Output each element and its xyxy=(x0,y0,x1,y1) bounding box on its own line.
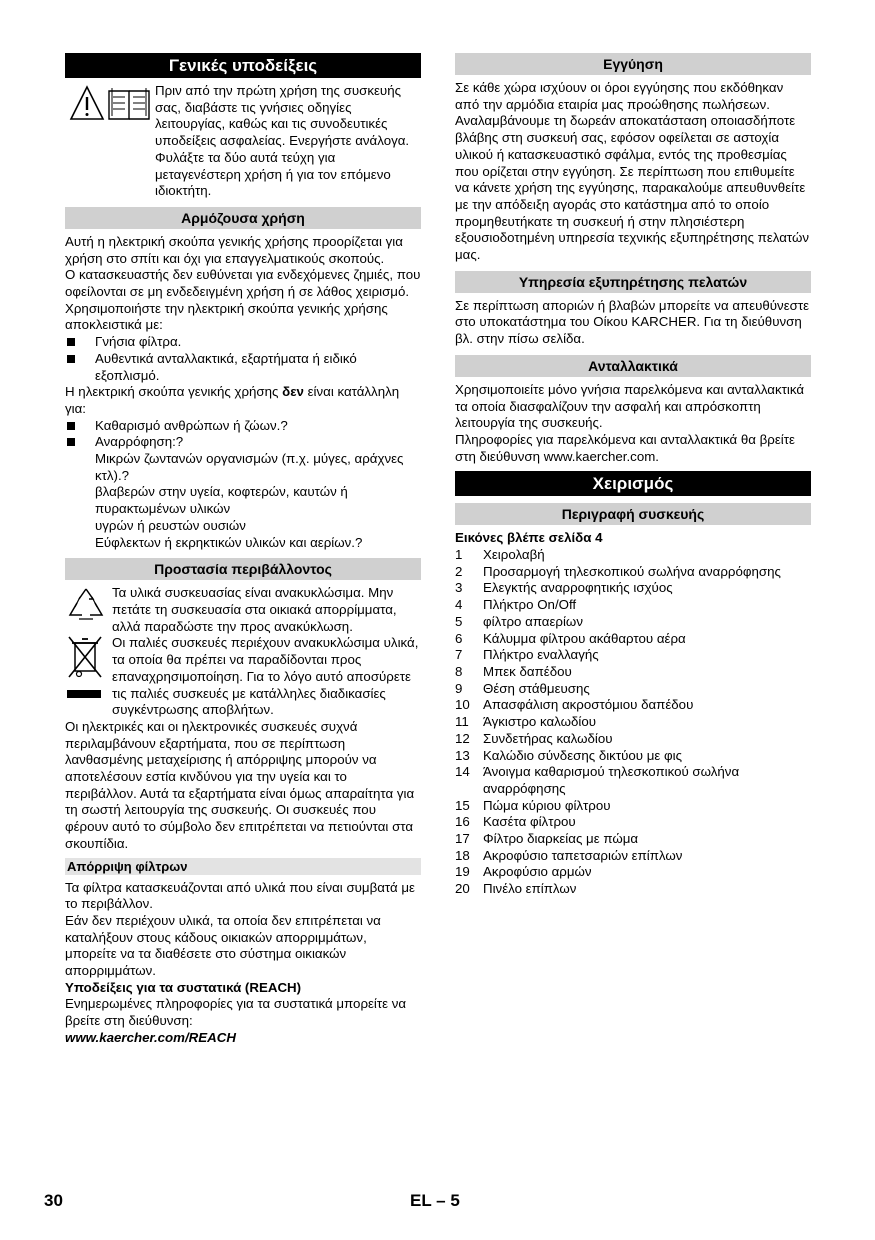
paragraph: Χρησιμοποιήστε την ηλεκτρική σκούπα γενικής χρήσης αποκλειστικά με: xyxy=(65,300,388,333)
parts-list-item xyxy=(455,597,811,614)
warning-manual-icon xyxy=(69,85,153,125)
weee-text: Οι παλιές συσκευές περιέχουν ανακυκλώσιμα υλικά, τα οποία θα πρέπει να παραδίδονται προς επαναχρησιμοποίηση. Για το λόγο αυτό αποσύρετε τις παλιές συσκευές με κατάλληλες διαδικασίες συγκέντρωσης αποβλήτων. xyxy=(112,635,419,718)
item-number: 3 xyxy=(455,580,463,596)
parts-list-item xyxy=(455,848,811,865)
right-column xyxy=(455,53,811,898)
section-title-warranty: Εγγύηση xyxy=(455,53,811,75)
list-item: Αυθεντικά ανταλλακτικά, εξαρτήματα ή ειδικό εξοπλισμό. xyxy=(65,351,421,384)
sub-item: υγρών ή ρευστών ουσιών xyxy=(95,517,246,533)
item-label: Άγκιστρο καλωδίου xyxy=(483,714,597,730)
paragraph: Ενημερωμένες πληροφορίες για τα συστατικά μπορείτε να βρείτε στη διεύθυνση: xyxy=(65,996,407,1029)
item-number: 8 xyxy=(455,663,463,679)
crossed-bin-icon xyxy=(65,635,107,701)
parts-list-item xyxy=(455,697,811,714)
reach-link[interactable]: www.kaercher.com/REACH xyxy=(65,1029,236,1045)
text-span: Η ηλεκτρική σκούπα γενικής χρήσης xyxy=(65,384,283,400)
recycling-note xyxy=(65,585,421,635)
parts-list-item xyxy=(455,814,811,831)
parts-list-item xyxy=(455,681,811,698)
item-label: Πλήκτρο εναλλαγής xyxy=(483,647,599,663)
section-title-spare-parts: Ανταλλακτικά xyxy=(455,355,811,377)
sub-item: Μικρών ζωντανών οργανισμών (π.χ. μύγες, αράχνες κτλ).? xyxy=(95,451,404,483)
section-title-service: Υπηρεσία εξυπηρέτησης πελατών xyxy=(455,271,811,293)
list-item: Καθαρισμό ανθρώπων ή ζώων.? xyxy=(65,418,421,435)
item-number: 1 xyxy=(455,547,463,563)
item-label: Θέση στάθμευσης xyxy=(483,680,590,696)
parts-list-item xyxy=(455,731,811,748)
parts-list-item xyxy=(455,547,811,564)
item-number: 18 xyxy=(455,847,470,863)
item-label: Κασέτα φίλτρου xyxy=(483,814,576,830)
parts-list-item xyxy=(455,647,811,664)
recycling-text: Τα υλικά συσκευασίας είναι ανακυκλώσιμα. Μην πετάτε τη συσκευασία στα οικιακά απορρίμματα, αλλά παραδώστε την προς ανακύκλωση. xyxy=(112,585,397,634)
emphasis: δεν xyxy=(282,384,304,400)
section-title-filter-disposal: Απόρριψη φίλτρων xyxy=(65,858,421,875)
item-number: 15 xyxy=(455,797,470,813)
parts-list-item xyxy=(455,714,811,731)
item-label: Απασφάλιση ακροστόμιου δαπέδου xyxy=(483,697,694,713)
item-number: 13 xyxy=(455,747,470,763)
item-number: 6 xyxy=(455,630,463,646)
item-label: Προσαρμογή τηλεσκοπικού σωλήνα αναρρόφησης xyxy=(483,563,781,579)
language-page-label: EL – 5 xyxy=(410,1191,460,1210)
section-title-general: Γενικές υποδείξεις xyxy=(65,53,421,78)
item-label: Ακροφύσιο ταπετσαριών επίπλων xyxy=(483,847,683,863)
item-label: Πινέλο επίπλων xyxy=(483,881,577,897)
item-label: Μπεκ δαπέδου xyxy=(483,663,572,679)
section-title-intended-use: Αρμόζουσα χρήση xyxy=(65,207,421,229)
item-label: Συνδετήρας καλωδίου xyxy=(483,730,613,746)
recycling-icon xyxy=(65,585,107,625)
sub-item: Εύφλεκτων ή εκρηκτικών υλικών και αερίων.? xyxy=(95,534,363,550)
general-notes xyxy=(65,83,421,200)
parts-list-item xyxy=(455,564,811,581)
reach-title: Υποδείξεις για τα συστατικά (REACH) xyxy=(65,979,302,995)
section-title-device-description: Περιγραφή συσκευής xyxy=(455,503,811,525)
paragraph: Σε περίπτωση αποριών ή βλαβών μπορείτε να απευθύνεστε στο υποκατάστημα του Οίκου KARCHER. Για τη διεύθυνση βλ. στην πίσω σελίδα. xyxy=(455,297,810,347)
general-text: Πριν από την πρώτη χρήση της συσκευής σας, διαβάστε τις γνήσιες οδηγίες λειτουργίας, καθώς και τις συνοδευτικές υποδείξεις ασφαλείας. Ενεργήστε ανάλογα. Φυλάξτε τα δύο αυτά τεύχη για μεταγενέστερη χρήση ή για τον επόμενο ιδιοκτήτη. xyxy=(155,83,410,199)
item-label: Ακροφύσιο αρμών xyxy=(483,864,592,880)
parts-list-item xyxy=(455,798,811,815)
parts-list-item xyxy=(455,831,811,848)
item-label: Χειρολαβή xyxy=(483,547,545,563)
item-label: φίλτρο απαερίων xyxy=(483,613,583,629)
item-number: 17 xyxy=(455,831,470,847)
item-number: 2 xyxy=(455,563,463,579)
item-label: Φίλτρο διαρκείας με πώμα xyxy=(483,831,639,847)
item-label: Ελεγκτής αναρροφητικής ισχύος xyxy=(483,580,673,596)
item-label: Καλώδιο σύνδεσης δικτύου με φις xyxy=(483,747,682,763)
item-label: Κάλυμμα φίλτρου ακάθαρτου αέρα xyxy=(483,630,686,646)
parts-list-item xyxy=(455,580,811,597)
item-label: Πώμα κύριου φίλτρου xyxy=(483,797,611,813)
item-number: 11 xyxy=(455,714,469,730)
item-number: 9 xyxy=(455,680,463,696)
sub-item: βλαβερών στην υγεία, κοφτερών, καυτών ή πυρακτωμένων υλικών xyxy=(95,484,348,517)
paragraph: Οι ηλεκτρικές και οι ηλεκτρονικές συσκευές συχνά περιλαμβάνουν εξαρτήματα, που σε περίπτωση λανθασμένης μεταχείρισης ή απόρριψης μπορούν να αποτελέσουν εστία κινδύνου για την υγεία και το περιβάλλον. Αυτά τα εξαρτήματα είναι όμως απαραίτητα για τη σωστή λειτουργία της συσκευής. Οι συσκευές που φέρουν αυτό το σύμβολο δεν επιτρέπεται να πετιούνται στα σκουπίδια. xyxy=(65,718,415,851)
page-number: 30 xyxy=(44,1191,63,1210)
text-span: είναι κατάλληλη για: xyxy=(65,384,400,416)
item-number: 20 xyxy=(455,881,470,897)
parts-list-item xyxy=(455,764,811,797)
paragraph: Ο κατασκευαστής δεν ευθύνεται για ενδεχόμενες ζημιές, που οφείλονται σε μη ενδεδειγμένη χρήση ή σε λάθος χειρισμό. xyxy=(65,267,421,300)
figure-reference: Εικόνες βλέπε σελίδα 4 xyxy=(455,530,603,546)
item-number: 7 xyxy=(455,647,463,663)
paragraph: Πληροφορίες για παρελκόμενα και ανταλλακτικά θα βρείτε στη διεύθυνση www.kaercher.com. xyxy=(455,431,795,464)
item-number: 14 xyxy=(455,764,470,780)
item-number: 5 xyxy=(455,613,463,629)
item-number: 16 xyxy=(455,814,470,830)
paragraph xyxy=(65,384,421,417)
item-number: 12 xyxy=(455,730,470,746)
item-number: 19 xyxy=(455,864,470,880)
parts-list-item xyxy=(455,631,811,648)
parts-list-item xyxy=(455,614,811,631)
parts-list-item xyxy=(455,664,811,681)
weee-note xyxy=(65,635,421,719)
list-item: Αναρρόφηση:? xyxy=(65,434,421,451)
section-title-environment: Προστασία περιβάλλοντος xyxy=(65,558,421,580)
item-number: 4 xyxy=(455,597,463,613)
item-label: Άνοιγμα καθαρισμού τηλεσκοπικού σωλήνα αναρρόφησης xyxy=(483,764,740,796)
item-number: 10 xyxy=(455,697,470,713)
list-item: Γνήσια φίλτρα. xyxy=(65,334,421,351)
parts-list-item xyxy=(455,748,811,765)
left-column xyxy=(65,53,421,1047)
parts-list-item xyxy=(455,864,811,881)
paragraph: Τα φίλτρα κατασκευάζονται από υλικά που είναι συμβατά με το περιβάλλον. xyxy=(65,879,415,912)
paragraph: Σε κάθε χώρα ισχύουν οι όροι εγγύησης που εκδόθηκαν από την αρμόδια εταιρία μας προώθησης πωλήσεων. Αναλαμβάνουμε τη δωρεάν αποκατάσταση οποιασδήποτε βλάβης στη συσκευή σας, εφόσον οφείλεται σε αστοχία υλικού ή κατασκευαστικό σφάλμα, εντός της προθεσμίας που ορίζεται στην εγγύηση. Σε περίπτωση που επιθυμείτε να κάνετε χρήση της εγγύησης, παρακαλούμε απευθυνθείτε με την απόδειξη αγοράς στο κατάστημα από το οποίο προμηθευτήκατε τη συσκευή ή στην πλησιέστερη εξουσιοδοτημένη υπηρεσία τεχνικής εξυπηρέτησης πελατών μας. xyxy=(455,80,810,263)
parts-list-item xyxy=(455,881,811,898)
section-title-operation: Χειρισμός xyxy=(455,471,811,496)
paragraph: Χρησιμοποιείτε μόνο γνήσια παρελκόμενα και ανταλλακτικά τα οποία διασφαλίζουν την ασφαλή και απρόσκοπτη λειτουργία της συσκευής. xyxy=(455,381,805,431)
item-label: Πλήκτρο On/Off xyxy=(483,597,577,613)
paragraph: Εάν δεν περιέχουν υλικά, τα οποία δεν επιτρέπεται να καταλήξουν στους κάδους οικιακών απορριμμάτων, μπορείτε να τα διαθέσετε στο σύστημα οικιακών απορριμμάτων. xyxy=(65,912,381,979)
paragraph: Αυτή η ηλεκτρική σκούπα γενικής χρήσης προορίζεται για χρήση στο σπίτι και όχι για επαγγελματικούς σκοπούς. xyxy=(65,233,403,266)
parts-list xyxy=(455,547,811,898)
